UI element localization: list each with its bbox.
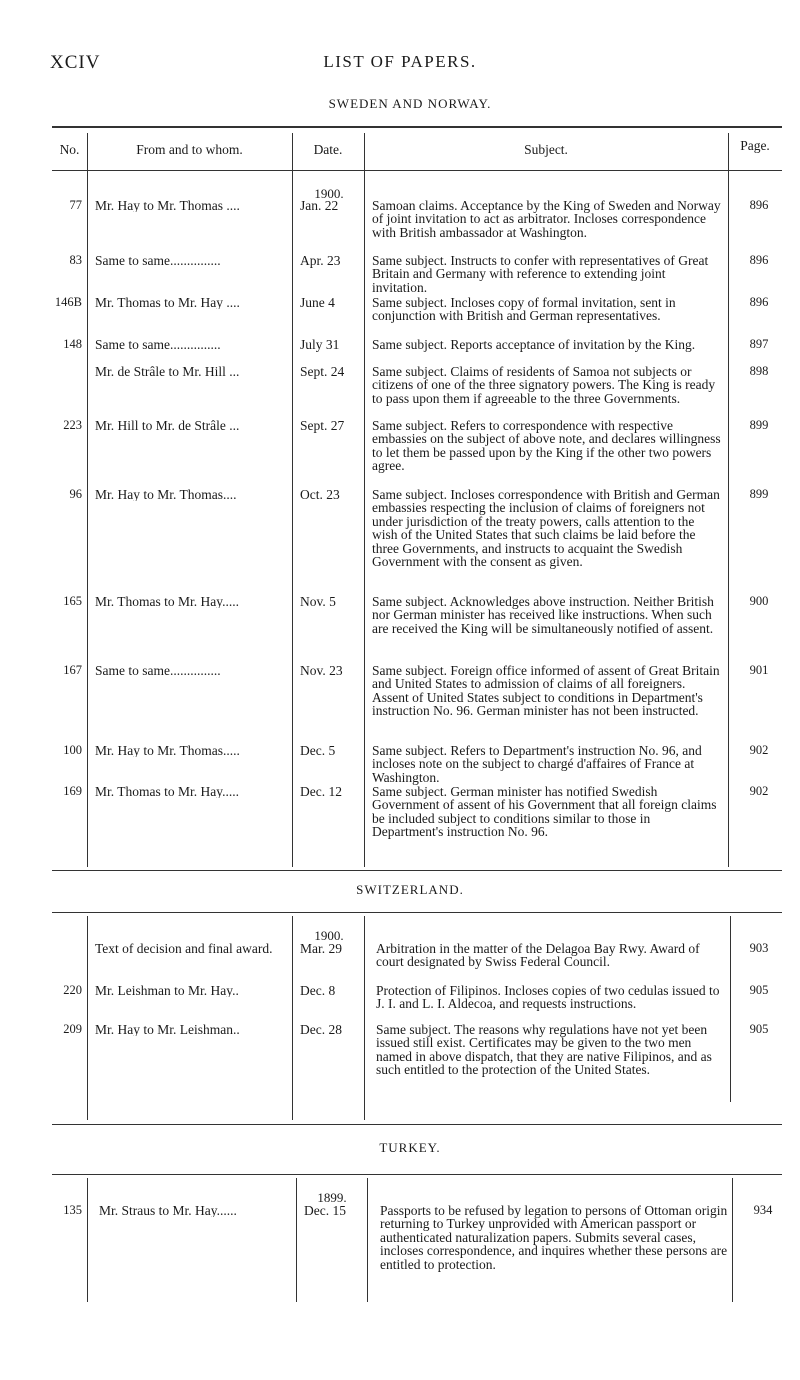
- row-from-to: Mr. Hill to Mr. de Strâle ...: [95, 419, 240, 433]
- row-page: 899: [749, 487, 769, 501]
- table-top-rule: [52, 126, 782, 128]
- header-bottom-rule: [52, 170, 782, 171]
- row-subject: Same subject. The reasons why regulations have not yet been issued still exist. Certificates may be given to the two men named in above dispatch, that they are native Filipinos, and as such entitled to the protection of the United States.: [376, 1022, 712, 1078]
- row-date: Sept. 24: [300, 364, 345, 379]
- row-from-to: Mr. Thomas to Mr. Hay ....: [95, 296, 240, 310]
- column-divider: [87, 133, 88, 867]
- row-date: Apr. 23: [300, 253, 341, 268]
- page-title: LIST OF PAPERS.: [323, 52, 477, 71]
- row-page: 905: [749, 1022, 769, 1036]
- row-number: 77: [69, 198, 82, 212]
- row-page: 896: [749, 198, 769, 212]
- row-number: 165: [63, 594, 82, 608]
- row-page: 903: [749, 941, 769, 955]
- row-subject: Passports to be refused by legation to persons of Ottoman origin returning to Turkey unprovided with American passport or authenticated naturalization papers. Submits several cases, incloses correspondence, and inquires whether these persons are entitled to protection.: [380, 1203, 728, 1272]
- page-number: XCIV: [50, 52, 101, 73]
- row-number: 100: [63, 743, 82, 757]
- row-page: 897: [749, 337, 769, 351]
- row-number: 169: [63, 784, 82, 798]
- row-from-to: Text of decision and final award.: [95, 942, 273, 956]
- section-bottom-rule: [52, 870, 782, 871]
- column-divider: [732, 1178, 733, 1302]
- row-page: 934: [753, 1203, 773, 1217]
- row-date: Dec. 8: [300, 983, 336, 998]
- column-header-from-to: From and to whom.: [136, 142, 243, 157]
- column-divider: [292, 916, 293, 1120]
- section-top-rule: [52, 912, 782, 913]
- row-subject: Same subject. Incloses correspondence with British and German embassies respecting the inclusion of claims of foreigners not under jurisdiction of the treaty powers, calls attention to the wish of the United States that such claims be laid before the three Governments, and instructs to acquaint the Swedish Government with the consent as given.: [372, 487, 720, 570]
- row-date: Dec. 5: [300, 743, 336, 758]
- row-date: Oct. 23: [300, 487, 340, 502]
- row-number: 146B: [54, 295, 82, 309]
- row-date: Mar. 29: [300, 941, 342, 956]
- year-label: 1900.: [314, 928, 344, 943]
- row-from-to: Same to same...............: [95, 664, 221, 678]
- row-from-to: Mr. Leishman to Mr. Hay..: [95, 984, 239, 998]
- column-divider: [292, 133, 293, 867]
- row-date: Jan. 22: [300, 198, 339, 213]
- row-number: 135: [63, 1203, 82, 1217]
- row-page: 902: [749, 784, 769, 798]
- section-title-turkey: TURKEY.: [379, 1140, 441, 1155]
- row-date: Dec. 12: [300, 784, 342, 799]
- row-subject: Protection of Filipinos. Incloses copies of two cedulas issued to J. I. and L. I. Aldecoa, and requests instructions.: [376, 983, 720, 1012]
- column-header-no: No.: [59, 142, 80, 157]
- column-header-subject: Subject.: [524, 142, 568, 157]
- column-divider: [364, 916, 365, 1120]
- row-from-to: Mr. Straus to Mr. Hay......: [99, 1204, 237, 1218]
- row-subject: Same subject. Refers to correspondence with respective embassies on the subject of above note, and declares willingness to let them be passed upon by the King if the other two powers agree.: [372, 418, 721, 474]
- row-page: 899: [749, 418, 769, 432]
- column-divider: [87, 916, 88, 1120]
- row-number: 83: [69, 253, 82, 267]
- row-subject: Same subject. Incloses copy of formal invitation, sent in conjunction with British and German representatives.: [372, 295, 676, 324]
- row-number: 220: [63, 983, 82, 997]
- row-subject: Same subject. Foreign office informed of assent of Great Britain and United States to admission of claims of all foreigners. Assent of United States subject to conditions in Department's instruction No. 96. German minister has not been instructed.: [372, 663, 720, 719]
- section-title-switzerland: SWITZERLAND.: [356, 882, 464, 897]
- column-divider: [364, 133, 365, 867]
- row-subject: Samoan claims. Acceptance by the King of Sweden and Norway of joint invitation to act as arbitrator. Incloses correspondence with British ambassador at Washington.: [372, 198, 721, 240]
- row-from-to: Same to same...............: [95, 338, 221, 352]
- column-divider: [87, 1178, 88, 1302]
- row-from-to: Mr. Thomas to Mr. Hay.....: [95, 785, 239, 799]
- row-date: Nov. 5: [300, 594, 336, 609]
- row-page: 898: [749, 364, 769, 378]
- row-from-to: Mr. Hay to Mr. Thomas....: [95, 488, 237, 502]
- year-label: 1900.: [314, 186, 344, 201]
- row-from-to: Mr. Thomas to Mr. Hay.....: [95, 595, 239, 609]
- row-subject: Same subject. German minister has notified Swedish Government of assent of his Government that all foreign claims be included subject to conditions similar to those in Department's instruction No. 96.: [372, 784, 717, 840]
- column-divider: [730, 916, 731, 1102]
- row-subject: Same subject. Claims of residents of Samoa not subjects or citizens of one of the three signatory powers. The King is ready to pass upon them if agreeable to the three Governments.: [372, 364, 716, 406]
- row-date: Nov. 23: [300, 663, 343, 678]
- row-number: 96: [69, 487, 82, 501]
- row-number: 223: [63, 418, 82, 432]
- row-page: 900: [749, 594, 769, 608]
- row-subject: Same subject. Instructs to confer with representatives of Great Britain and Germany with reference to extending joint invitation.: [372, 253, 709, 295]
- row-page: 902: [749, 743, 769, 757]
- row-date: Sept. 27: [300, 418, 345, 433]
- column-divider: [728, 133, 729, 867]
- row-page: 896: [749, 253, 769, 267]
- row-page: 905: [749, 983, 769, 997]
- column-header-date: Date.: [313, 142, 343, 157]
- row-number: 209: [63, 1022, 82, 1036]
- row-date: June 4: [300, 295, 335, 310]
- row-from-to: Same to same...............: [95, 254, 221, 268]
- row-date: Dec. 15: [304, 1203, 346, 1218]
- section-top-rule: [52, 1174, 782, 1175]
- row-subject: Same subject. Reports acceptance of invitation by the King.: [372, 337, 696, 352]
- section-title-sweden-norway: SWEDEN AND NORWAY.: [328, 96, 492, 111]
- column-divider: [296, 1178, 297, 1302]
- row-page: 896: [749, 295, 769, 309]
- row-page: 901: [749, 663, 769, 677]
- row-number: 167: [63, 663, 82, 677]
- row-from-to: Mr. Hay to Mr. Thomas.....: [95, 744, 240, 758]
- section-bottom-rule: [52, 1124, 782, 1125]
- year-label: 1899.: [317, 1190, 347, 1205]
- row-subject: Arbitration in the matter of the Delagoa Bay Rwy. Award of court designated by Swiss Federal Council.: [376, 941, 700, 970]
- column-divider: [367, 1178, 368, 1302]
- row-from-to: Mr. Hay to Mr. Leishman..: [95, 1023, 240, 1037]
- row-subject: Same subject. Acknowledges above instruction. Neither British nor German minister has received like instructions. When such are received the King will be simultaneously notified of assent.: [372, 594, 714, 636]
- row-from-to: Mr. Hay to Mr. Thomas ....: [95, 199, 240, 213]
- row-date: Dec. 28: [300, 1022, 342, 1037]
- row-date: July 31: [300, 337, 340, 352]
- row-number: 148: [63, 337, 82, 351]
- column-header-page: Page.: [740, 138, 770, 153]
- row-subject: Same subject. Refers to Department's instruction No. 96, and incloses note on the subject to chargé d'affaires of France at Washington.: [372, 743, 702, 785]
- row-from-to: Mr. de Strâle to Mr. Hill ...: [95, 365, 240, 379]
